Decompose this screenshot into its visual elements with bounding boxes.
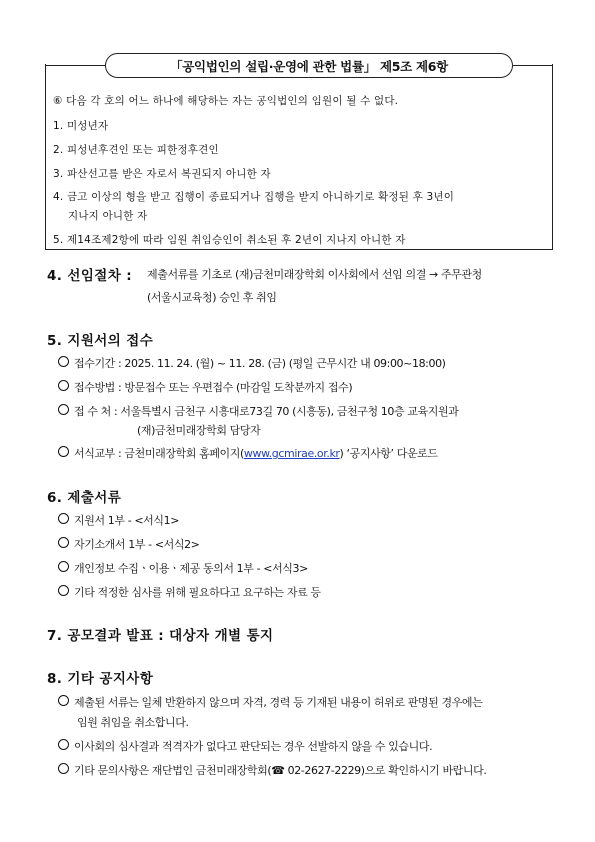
circle-bullet-icon: [58, 695, 69, 706]
law-box-title: [105, 53, 513, 78]
law-intro: ⑥ 다음 각 호의 어느 하나에 해당하는 자는 공익법인의 임원이 될 수 없다.: [53, 95, 399, 107]
law-item-4-cont: 지나지 아니한 자: [68, 210, 148, 222]
notice-item-3: [58, 762, 486, 778]
notice-item-2: [58, 738, 432, 754]
notice-item-1: [58, 694, 482, 710]
law-item-2: 2. 피성년후견인 또는 피한정후견인: [53, 144, 219, 156]
law-item-5: 5. 제14조제2항에 따라 임원 취임승인이 취소된 후 2년이 지나지 아니한 자: [53, 234, 406, 246]
receipt-place-value-2: (재)금천미래장학회 담당자: [137, 424, 261, 437]
form-distribution-suffix: ) ‘공지사항’ 다운로드: [339, 447, 438, 460]
notice-item-3-prefix: 기타 문의사항은 재단법인 금천미래장학회(: [74, 764, 272, 777]
circle-bullet-icon: [58, 404, 69, 415]
circle-bullet-icon: [58, 380, 69, 391]
receipt-period-value: 2025. 11. 24. (월) ~ 11. 28. (금) (평일 근무시간 내 09:00~18:00): [124, 357, 446, 370]
document-item-text: 개인정보 수집ㆍ이용ㆍ제공 동의서 1부 - <서식3>: [74, 562, 308, 575]
section-4-title: 4. 선임절차 :: [47, 268, 133, 284]
section-7-title: 7. 공모결과 발표 : 대상자 개별 통지: [47, 628, 274, 644]
document-item: [58, 584, 321, 600]
circle-bullet-icon: [58, 513, 69, 524]
law-box-title-text: 「공익법인의 설립·운영에 관한 법률」 제5조 제6항: [170, 58, 448, 74]
homepage-link[interactable]: www.gcmirae.or.kr: [243, 447, 340, 460]
section-8-title: 8. 기타 공지사항: [47, 671, 154, 687]
circle-bullet-icon: [58, 585, 69, 596]
circle-bullet-icon: [58, 356, 69, 367]
circle-bullet-icon: [58, 561, 69, 572]
notice-item-1-line-2: 임원 취임을 취소합니다.: [77, 716, 189, 729]
phone-number: ☎ 02-2627-2229: [271, 764, 361, 777]
notice-item-2-text: 이사회의 심사결과 적격자가 없다고 판단되는 경우 선발하지 않을 수 있습니다.: [74, 740, 433, 753]
receipt-method-value: 방문접수 또는 우편접수 (마감일 도착분까지 접수): [124, 381, 353, 394]
form-distribution-row: [58, 445, 438, 461]
law-item-3: 3. 파산선고를 받은 자로서 복권되지 아니한 자: [53, 168, 271, 180]
document-item-text: 기타 적정한 심사를 위해 필요하다고 요구하는 자료 등: [74, 586, 321, 599]
section-4-line-1: 제출서류를 기초로 (재)금천미래장학회 이사회에서 선임 의결 → 주무관청: [147, 268, 482, 281]
receipt-period-label: 접수기간 :: [74, 357, 122, 370]
form-distribution-label: 서식교부 :: [74, 447, 122, 460]
document-item: [58, 560, 308, 576]
law-item-4: 4. 금고 이상의 형을 받고 집행이 종료되거나 집행을 받지 아니하기로 확정된 후 3년이: [53, 191, 455, 203]
circle-bullet-icon: [58, 763, 69, 774]
document-item: [58, 512, 179, 528]
document-item-text: 자기소개서 1부 - <서식2>: [74, 538, 200, 551]
section-5-title: 5. 지원서의 접수: [47, 333, 154, 349]
circle-bullet-icon: [58, 739, 69, 750]
receipt-place-row: [58, 403, 458, 419]
notice-item-1-line-1: 제출된 서류는 일체 반환하지 않으며 자격, 경력 등 기재된 내용이 허위로 판명된 경우에는: [74, 696, 483, 709]
document-item-text: 지원서 1부 - <서식1>: [74, 514, 180, 527]
document-item: [58, 536, 200, 552]
form-distribution-prefix: 금천미래장학회 홈페이지(: [124, 447, 244, 460]
section-6-title: 6. 제출서류: [47, 490, 122, 506]
receipt-place-label: 접 수 처 :: [74, 405, 118, 418]
circle-bullet-icon: [58, 537, 69, 548]
receipt-method-label: 접수방법 :: [74, 381, 122, 394]
receipt-period-row: [58, 355, 446, 371]
receipt-place-value: 서울특별시 금천구 시흥대로73길 70 (시흥동), 금천구청 10층 교육지원과: [120, 405, 459, 418]
notice-item-3-suffix: )으로 확인하시기 바랍니다.: [360, 764, 487, 777]
circle-bullet-icon: [58, 446, 69, 457]
law-item-1: 1. 미성년자: [53, 120, 109, 132]
section-4-line-2: (서울시교육청) 승인 후 취임: [147, 291, 277, 304]
receipt-method-row: [58, 379, 352, 395]
